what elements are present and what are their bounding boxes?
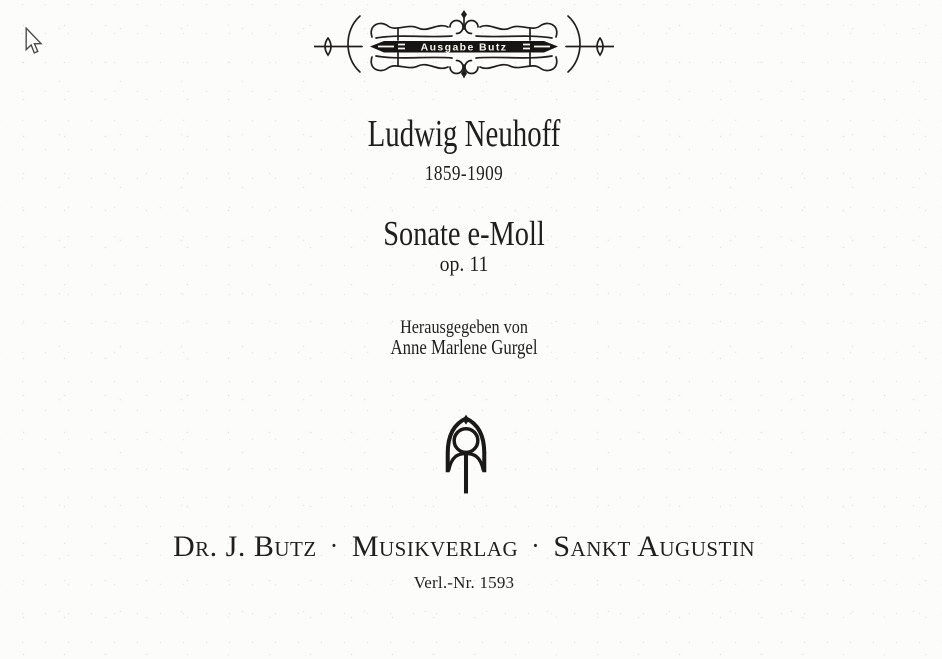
- ornament-banner-label: Ausgabe Butz: [420, 41, 508, 54]
- publisher-name: Dr. J. Butz: [172, 530, 317, 563]
- editor-name: Anne Marlene Gurgel: [390, 335, 538, 359]
- publisher-city: Sankt Augustin: [553, 530, 756, 563]
- publisher-imprint-line: [0, 528, 928, 565]
- gothic-arch-window-logo-icon: [441, 413, 491, 497]
- imprint-separator-dot: ·: [329, 531, 339, 560]
- publisher-type: Musikverlag: [351, 530, 519, 563]
- composer-life-dates: 1859-1909: [424, 161, 504, 185]
- composer-name: Ludwig Neuhoff: [367, 113, 561, 155]
- mouse-pointer-arrow-icon: [24, 27, 43, 56]
- editor-prefix: Herausgegeben von: [400, 317, 528, 338]
- opus-number: op. 11: [439, 251, 489, 276]
- imprint-separator-dot: ·: [531, 531, 541, 560]
- catalog-number: Verl.-Nr. 1593: [413, 573, 515, 592]
- work-title: Sonate e-Moll: [383, 214, 545, 253]
